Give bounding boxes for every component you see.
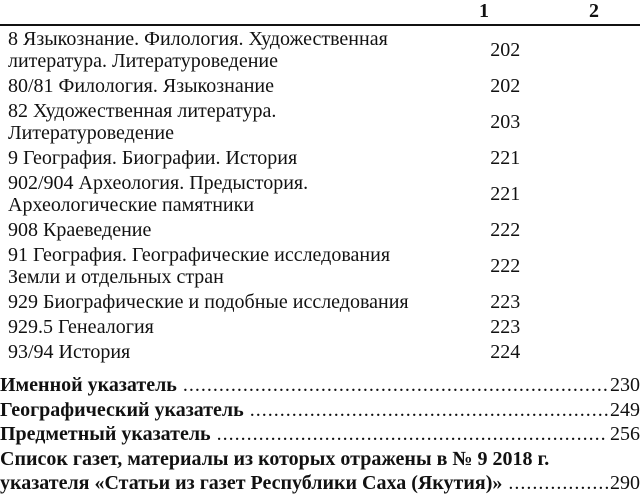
- newspaper-list-entry-line1[interactable]: Список газет, материалы из которых отражены в № 9 2018 г.: [0, 447, 550, 470]
- index-page: 230: [610, 374, 640, 396]
- column-header-2: 2: [589, 0, 599, 22]
- index-page: 249: [610, 398, 640, 421]
- row-page: 223: [490, 291, 521, 313]
- index-entry[interactable]: [0, 398, 640, 423]
- leader-dots: [183, 373, 608, 398]
- row-page: 203: [490, 111, 521, 133]
- row-page: 221: [490, 183, 521, 205]
- index-entry[interactable]: [0, 422, 640, 447]
- row-page: 222: [490, 255, 521, 277]
- row-title: 929.5 Генеалогия: [8, 316, 154, 338]
- row-title: 93/94 История: [8, 341, 131, 363]
- index-entry[interactable]: [0, 373, 640, 398]
- newspaper-list-entry-line2[interactable]: [0, 471, 640, 496]
- leader-dots: [217, 422, 608, 447]
- row-title: 80/81 Филология. Языкознание: [8, 75, 275, 97]
- row-page: 221: [490, 147, 521, 169]
- table-row: [0, 340, 640, 365]
- table-row: [0, 218, 640, 243]
- row-title: 8 Языкознание. Филология. Художественная литература. Литературоведение: [8, 28, 388, 72]
- index-label: Именной указатель: [0, 374, 177, 396]
- table-row: [0, 171, 640, 218]
- index-label: Географический указатель: [0, 398, 244, 421]
- table-row: [0, 74, 640, 99]
- row-title: 91 География. Географические исследования Земли и отдельных стран: [8, 244, 391, 288]
- row-page: 202: [490, 39, 521, 61]
- row-page: 222: [490, 219, 521, 241]
- row-title: 9 География. Биографии. История: [8, 147, 298, 169]
- leader-dots: [508, 471, 608, 496]
- table-row: [0, 290, 640, 315]
- row-page: 224: [490, 341, 521, 363]
- contents-table: [0, 27, 640, 365]
- row-title: 902/904 Археология. Предыстория. Археологические памятники: [8, 172, 309, 216]
- header-rule: [0, 24, 640, 26]
- table-header: [0, 0, 640, 24]
- table-row: [0, 146, 640, 171]
- index-list: [0, 373, 640, 496]
- index-label: Предметный указатель: [0, 423, 211, 445]
- index-page: 290: [610, 472, 640, 494]
- row-page: 202: [490, 75, 521, 97]
- leader-dots: [250, 398, 608, 423]
- row-title: 908 Краеведение: [8, 219, 152, 241]
- table-row: [0, 315, 640, 340]
- table-row: [0, 243, 640, 290]
- index-label: указателя «Статьи из газет Республики Саха (Якутия)»: [0, 472, 503, 494]
- table-row: [0, 27, 640, 74]
- row-title: 82 Художественная литература. Литературоведение: [8, 100, 277, 144]
- table-row: [0, 99, 640, 146]
- index-page: 256: [610, 423, 640, 445]
- row-title: 929 Биографические и подобные исследования: [8, 291, 409, 313]
- row-page: 223: [490, 316, 521, 338]
- column-header-1: 1: [479, 0, 489, 22]
